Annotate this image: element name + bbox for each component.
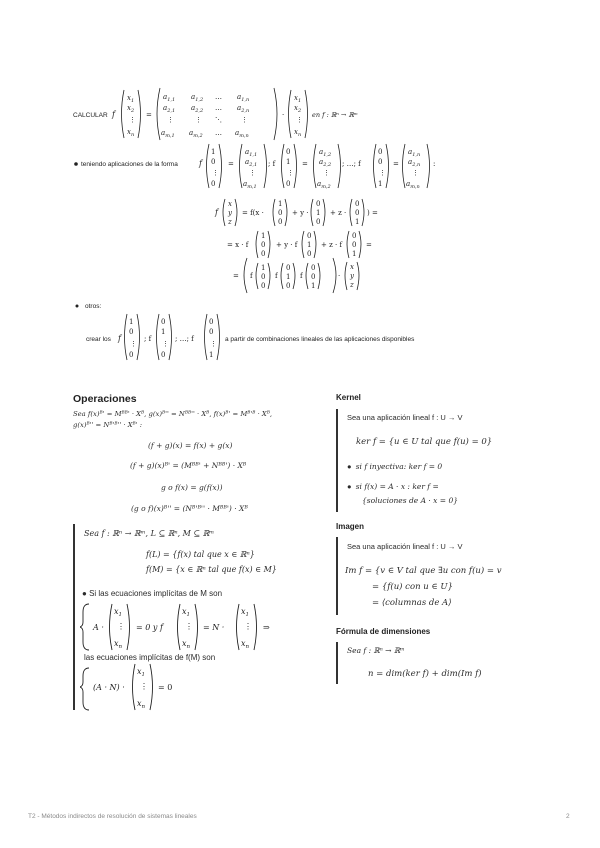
svg-text:+ y · f: + y · f — [276, 241, 298, 249]
svg-text:0: 0 — [209, 328, 214, 336]
kernel-bullet1 — [347, 462, 442, 471]
svg-text:a2,2: $a_{2,2}$ — [319, 158, 332, 168]
svg-text:x1: $x_1$ — [114, 607, 123, 618]
calcular-label: CALCULAR — [73, 112, 108, 119]
svg-text:y: y — [228, 209, 232, 217]
eq-n: = N · — [203, 623, 225, 632]
svg-text:⋮: ⋮ — [249, 169, 256, 177]
imagen-heading: Imagen — [336, 522, 365, 531]
svg-text:f: f — [275, 272, 278, 280]
svg-text:⋮: ⋮ — [379, 169, 386, 177]
kernel-bullet2 — [347, 482, 439, 491]
svg-text:; …; f: ; …; f — [175, 335, 194, 343]
svg-text:0: 0 — [311, 264, 316, 272]
eq-composition: g o f(x) = g(f(x)) — [161, 483, 223, 492]
svg-text:) =: ) = — [367, 209, 378, 217]
svg-text:+ z ·: + z · — [330, 209, 347, 217]
svg-text:⋮: ⋮ — [244, 622, 252, 631]
svg-text:z: z — [350, 281, 354, 289]
svg-text:am,n: $a_{m,n}$ — [406, 180, 420, 190]
svg-text:0: 0 — [211, 158, 216, 166]
svg-text:⋮: ⋮ — [195, 116, 202, 124]
svg-text:a1,2: $a_{1,2}$ — [191, 93, 204, 103]
svg-text:1: 1 — [161, 328, 166, 336]
svg-text:A ·: A · — [93, 623, 104, 632]
svg-text:x: x — [228, 200, 232, 208]
svg-text:0: 0 — [278, 218, 283, 226]
svg-text:a2,n: $a_{2,n}$ — [408, 158, 421, 168]
svg-text:⋮: ⋮ — [140, 682, 148, 691]
formula-sea: Sea f : ℝⁿ → ℝᵐ — [347, 646, 405, 655]
svg-text:·: · — [338, 272, 341, 280]
svg-text:a2,1: $a_{2,1}$ — [163, 104, 176, 114]
svg-text:0: 0 — [378, 158, 383, 166]
svg-text:0: 0 — [286, 264, 291, 272]
svg-text:0: 0 — [161, 318, 166, 326]
bullet-k2: ● — [347, 482, 356, 491]
svg-text:1: 1 — [286, 158, 291, 166]
svg-text:x: x — [350, 263, 354, 271]
svg-text:xn: $x_n$ — [127, 128, 135, 138]
eq-final-zero: = 0 — [158, 683, 173, 692]
svg-text:f: f — [215, 208, 218, 217]
svg-text:x1: $x_1$ — [137, 667, 146, 678]
svg-text:0: 0 — [161, 351, 166, 359]
svg-text:; …; f: ; …; f — [342, 160, 361, 168]
svg-text:+ z · f: + z · f — [321, 241, 343, 249]
svg-text:0: 0 — [261, 273, 266, 281]
svg-text:=: = — [146, 111, 152, 119]
bullet-teniendo: teniendo aplicaciones de la forma — [81, 161, 178, 168]
svg-text:1: 1 — [378, 180, 383, 188]
svg-text:0: 0 — [286, 282, 291, 290]
svg-text:1: 1 — [311, 282, 316, 290]
svg-text:0: 0 — [355, 200, 360, 208]
svg-text:1: 1 — [286, 273, 291, 281]
svg-text:0: 0 — [261, 250, 266, 258]
footer-page-number: 2 — [566, 813, 570, 820]
kernel-def: ker f = {u ∈ U tal que f(u) = 0} — [356, 437, 493, 447]
svg-text:a1,n: $a_{1,n}$ — [408, 148, 421, 158]
svg-text:0: 0 — [278, 209, 283, 217]
svg-text:1: 1 — [129, 318, 134, 326]
svg-text:⋮: ⋮ — [323, 169, 330, 177]
svg-text:…: … — [215, 104, 222, 112]
svg-text:x1: $x_1$ — [127, 94, 135, 104]
svg-text:x1: $x_1$ — [241, 607, 250, 618]
formula-eq: n = dim(ker f) + dim(Im f) — [368, 669, 482, 679]
svg-text:0: 0 — [316, 218, 321, 226]
eq-sum-matrix: (f + g)(x)ᴮ' = (Mᴮᴮ' + Nᴮᴮ') · Xᴮ — [130, 461, 247, 470]
svg-text:0: 0 — [378, 148, 383, 156]
svg-text:⋮: ⋮ — [129, 116, 136, 124]
imagen-bar — [336, 537, 338, 615]
top-math-figure — [0, 0, 600, 380]
kernel-sea: Sea una aplicación lineal f : U → V — [347, 413, 463, 422]
svg-text:⋮: ⋮ — [117, 622, 125, 631]
svg-text:0: 0 — [307, 232, 312, 240]
svg-text:xn: $x_n$ — [241, 639, 250, 650]
imagen-l2: = {f(u) con u ∈ U} — [372, 582, 453, 592]
box-left-bar — [73, 524, 75, 710]
eq-sum: (f + g)(x) = f(x) + g(x) — [148, 441, 233, 450]
bullet-si: ● — [82, 589, 90, 598]
las-ecuaciones: las ecuaciones implícitas de f(M) son — [84, 653, 216, 662]
svg-text:0: 0 — [261, 241, 266, 249]
svg-text:…: … — [215, 129, 222, 137]
svg-text:1: 1 — [278, 200, 283, 208]
implies-arrow: ⇒ — [263, 623, 270, 632]
eq-fM: f(M) = {x ∈ ℝⁿ tal que f(x) ∈ M} — [146, 565, 277, 574]
svg-text:⋮: ⋮ — [210, 340, 217, 348]
svg-text:am,2: $a_{m,2}$ — [189, 129, 203, 139]
svg-text:0: 0 — [286, 148, 291, 156]
sea-f-box: Sea f : ℝⁿ → ℝᵐ, L ⊆ ℝⁿ, M ⊆ ℝᵐ — [84, 529, 215, 538]
svg-text:(A · N) ·: (A · N) · — [93, 683, 125, 692]
kernel-b2a-text: si f(x) = A · x : ker f = — [355, 482, 439, 491]
svg-text:x2: $x_2$ — [127, 104, 135, 114]
footer-title: T2 - Métodos indirectos de resolución de sistemas lineales — [28, 813, 197, 820]
svg-text:0: 0 — [352, 232, 357, 240]
kernel-heading: Kernel — [336, 393, 361, 402]
svg-text:=: = — [393, 160, 399, 168]
svg-text:a1,2: $a_{1,2}$ — [319, 148, 332, 158]
svg-text:⋮: ⋮ — [185, 622, 193, 631]
svg-text:⋮: ⋮ — [130, 340, 137, 348]
svg-text:f: f — [112, 110, 115, 119]
kernel-b1-text: si f inyectiva: ker f = 0 — [355, 462, 443, 471]
svg-text:0: 0 — [129, 351, 134, 359]
svg-text:0: 0 — [307, 250, 312, 258]
svg-text:xn: $x_n$ — [182, 639, 191, 650]
svg-text:0: 0 — [311, 273, 316, 281]
combinaciones-text: a partir de combinaciones lineales de las aplicaciones disponibles — [225, 336, 415, 343]
svg-text:0: 0 — [355, 209, 360, 217]
svg-text:x1: $x_1$ — [294, 94, 302, 104]
svg-text:y: y — [350, 272, 354, 280]
bullet-k1: ● — [347, 462, 356, 471]
svg-text:=: = — [366, 241, 372, 249]
svg-text:0: 0 — [261, 282, 266, 290]
eq-zero-y: = 0 y f — [136, 623, 163, 632]
svg-text:=: = — [233, 272, 239, 280]
formula-bar — [336, 642, 338, 684]
svg-text:1: 1 — [261, 264, 266, 272]
svg-text:·: · — [282, 111, 285, 119]
svg-text:1: 1 — [211, 148, 216, 156]
svg-text:= f(x ·: = f(x · — [242, 209, 264, 217]
svg-text:a2,n: $a_{2,n}$ — [237, 104, 250, 114]
svg-text:x1: $x_1$ — [182, 607, 191, 618]
svg-text:…: … — [215, 93, 222, 101]
svg-text:f: f — [250, 272, 253, 280]
svg-text:1: 1 — [307, 241, 312, 249]
svg-text:⋮: ⋮ — [162, 340, 169, 348]
imagen-sea: Sea una aplicación lineal f : U → V — [347, 542, 463, 551]
svg-text:1: 1 — [261, 232, 266, 240]
operaciones-line1: Sea f(x)ᴮ' = Mᴮᴮ' · Xᴮ, g(x)ᴮ'' = Nᴮᴮ'' · Xᴮ, f(x)ᴮ' = Mᴮ'ᴮ · Xᴮ, — [73, 410, 273, 418]
bullet-otros: otros: — [85, 303, 102, 310]
svg-text:1: 1 — [352, 250, 357, 258]
svg-text:a1,1: $a_{1,1}$ — [245, 148, 258, 158]
kernel-bar — [336, 409, 338, 512]
svg-text:f: f — [118, 334, 121, 343]
svg-text:+ y ·: + y · — [292, 209, 309, 217]
svg-text:; f: ; f — [268, 160, 276, 168]
svg-text:z: z — [228, 218, 232, 226]
si-ecuaciones — [82, 589, 222, 598]
svg-text:a2,2: $a_{2,2}$ — [191, 104, 204, 114]
en-label: en f : ℝⁿ → ℝᵐ — [312, 111, 358, 119]
svg-text:am,1: $a_{m,1}$ — [243, 180, 257, 190]
svg-text:0: 0 — [316, 200, 321, 208]
svg-text:0: 0 — [129, 328, 134, 336]
svg-text:a1,n: $a_{1,n}$ — [237, 93, 250, 103]
svg-text:am,n: $a_{m,n}$ — [235, 129, 249, 139]
operaciones-line2: g(x)ᴮ'' = Nᴮ'ᴮ'' · Xᴮ' : — [73, 421, 143, 429]
svg-text:⋮: ⋮ — [167, 116, 174, 124]
svg-text:0: 0 — [209, 318, 214, 326]
svg-text:= x · f: = x · f — [227, 241, 249, 249]
svg-text:1: 1 — [355, 218, 360, 226]
operaciones-heading: Operaciones — [73, 393, 137, 405]
bullet-dot-2 — [76, 305, 79, 308]
formula-heading: Fórmula de dimensiones — [336, 627, 431, 636]
eq-fL: f(L) = {f(x) tal que x ∈ ℝⁿ} — [146, 550, 255, 559]
svg-text:xn: $x_n$ — [294, 128, 302, 138]
svg-text::: : — [433, 160, 436, 168]
svg-text:=: = — [302, 160, 308, 168]
svg-text:⋮: ⋮ — [241, 116, 248, 124]
svg-text:a2,1: $a_{2,1}$ — [245, 158, 258, 168]
svg-text:xn: $x_n$ — [137, 699, 146, 710]
svg-text:0: 0 — [211, 180, 216, 188]
svg-text:⋮: ⋮ — [296, 116, 303, 124]
svg-text:⋮: ⋮ — [287, 169, 294, 177]
imagen-l3: = ⟨columnas de A⟩ — [372, 598, 452, 608]
svg-text:⋱: ⋱ — [215, 116, 222, 124]
svg-text:a1,1: $a_{1,1}$ — [163, 93, 176, 103]
crear-label: crear los — [86, 336, 111, 343]
svg-text:=: = — [228, 160, 234, 168]
kernel-b2b-text: {soluciones de A · x = 0} — [362, 496, 458, 505]
svg-text:f: f — [199, 159, 202, 168]
svg-text:1: 1 — [316, 209, 321, 217]
svg-text:1: 1 — [209, 351, 214, 359]
bullet-dot — [74, 162, 78, 166]
svg-text:0: 0 — [286, 180, 291, 188]
svg-text:am,2: $a_{m,2}$ — [317, 180, 331, 190]
svg-text:f: f — [300, 272, 303, 280]
svg-text:⋮: ⋮ — [412, 169, 419, 177]
svg-text:xn: $x_n$ — [114, 639, 123, 650]
svg-text:x2: $x_2$ — [294, 104, 302, 114]
eq-composition-matrix: (g o f)(x)ᴮ'' = (Nᴮ'ᴮ'' · Mᴮᴮ') · Xᴮ — [131, 504, 248, 513]
imagen-l1: Im f = {v ∈ V tal que ∃u con f(u) = v — [345, 566, 502, 576]
svg-text:0: 0 — [352, 241, 357, 249]
svg-text:am,1: $a_{m,1}$ — [161, 129, 175, 139]
svg-text:⋮: ⋮ — [212, 169, 219, 177]
si-ecuaciones-text: Si las ecuaciones implícitas de M son — [89, 589, 223, 598]
svg-text:; f: ; f — [144, 335, 152, 343]
